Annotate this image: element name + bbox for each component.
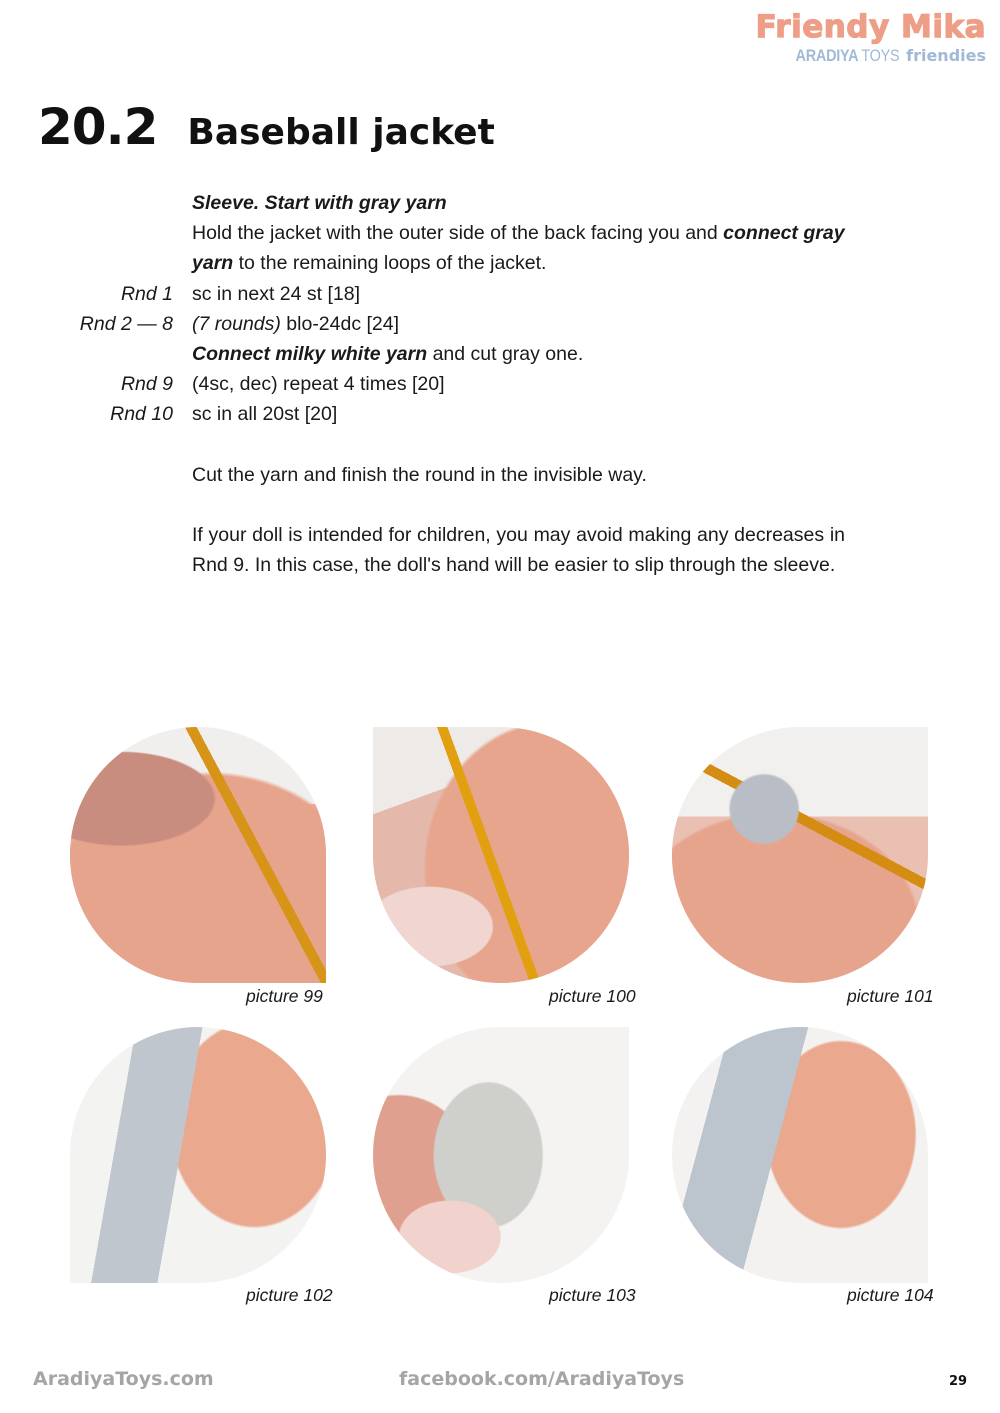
brand-subtitle: [756, 46, 986, 66]
brand-sub-friendies: friendies: [906, 46, 986, 65]
caption-picture-102: picture 102: [246, 1285, 333, 1305]
brand-sub-toys: TOYS: [861, 46, 900, 65]
round-text: Connect milky white yarn and cut gray one.: [192, 343, 584, 366]
instructions: [0, 188, 1000, 580]
photo-picture-101: [672, 727, 928, 983]
child-note-row: [0, 520, 1000, 580]
subsection-title: Sleeve. Start with gray yarn: [192, 192, 447, 214]
photo-picture-100: [373, 727, 629, 983]
round-text: sc in all 20st [20]: [192, 403, 338, 426]
finish-note-row: [0, 460, 1000, 490]
photo-picture-99: [70, 727, 326, 983]
caption-picture-100: picture 100: [549, 986, 636, 1006]
round-text: (7 rounds) blo-24dc [24]: [192, 312, 400, 335]
caption-picture-104: picture 104: [847, 1285, 934, 1305]
caption-picture-103: picture 103: [549, 1285, 636, 1305]
round-label: Rnd 2 — 8: [79, 312, 173, 335]
sleeve-title-row: [0, 188, 1000, 218]
round-row: [0, 369, 1000, 399]
brand-title: Friendy Mika: [755, 9, 986, 45]
round-label: Rnd 9: [120, 373, 173, 396]
intro-row: [0, 218, 1000, 278]
brand-logo: [756, 8, 986, 66]
round-text: sc in next 24 st [18]: [192, 282, 361, 305]
photo-picture-104: [672, 1027, 928, 1283]
round-row: [0, 309, 1000, 339]
round-row: [0, 279, 1000, 309]
photo-picture-103: [373, 1027, 629, 1283]
caption-picture-101: picture 101: [847, 986, 934, 1006]
page-number: 29: [949, 1374, 968, 1389]
section-title: Baseball jacket: [187, 112, 495, 153]
brand-sub-aradiya: ARADIYA: [795, 46, 859, 65]
round-label: Rnd 10: [110, 403, 173, 426]
round-label: Rnd 1: [120, 282, 173, 305]
round-row: [0, 399, 1000, 429]
child-note: If your doll is intended for children, you may avoid making any decreases in Rnd 9. In this case, the doll's hand will be easier to slip through the sleeve.: [192, 523, 845, 577]
intro-paragraph: Hold the jacket with the outer side of the back facing you and connect gray yarn to the remaining loops of the jacket.: [192, 222, 845, 275]
round-row: [0, 339, 1000, 369]
section-heading: [38, 98, 495, 156]
footer-website-link[interactable]: AradiyaToys.com: [33, 1368, 214, 1390]
photo-picture-102: [70, 1027, 326, 1283]
finish-note: Cut the yarn and finish the round in the invisible way.: [192, 463, 647, 486]
footer-facebook-link[interactable]: facebook.com/AradiyaToys: [399, 1368, 685, 1390]
round-label: [0, 339, 192, 369]
caption-picture-99: picture 99: [246, 986, 323, 1006]
section-number: 20.2: [38, 98, 158, 156]
round-text: (4sc, dec) repeat 4 times [20]: [192, 373, 445, 396]
